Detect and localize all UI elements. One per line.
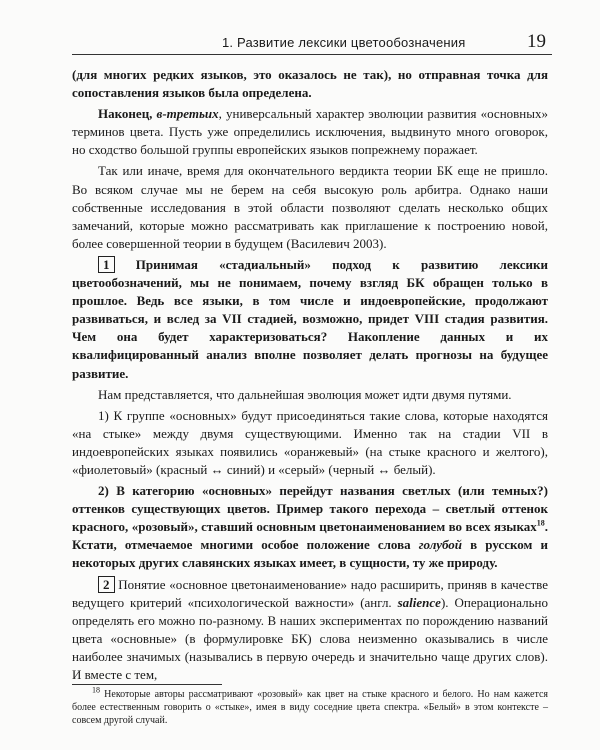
paragraph-point-1 — [72, 256, 548, 383]
body-text — [72, 66, 548, 687]
point-number-box: 1 — [98, 256, 115, 273]
paragraph-text: , универсальный характер эволюции развития «основных» терминов цвета. Пусть уже определились исключения, выдвинуто много оговорок, но сходство большой группы европейских языков попрежнему поражает. — [72, 106, 548, 158]
paragraph-verdict — [72, 162, 548, 252]
paragraph-text: Наконец, — [98, 106, 157, 122]
paragraph-path-2 — [72, 482, 548, 572]
paragraph-text: 2) В категорию «основных» перейдут названия светлых (или темных?) оттенков существующих цветов. Пример такого перехода – светлый оттенок красного, «розовый», ставший основным цветонаименованием во всех языках — [72, 483, 548, 535]
paragraph-point-2 — [72, 576, 548, 685]
paragraph-text: ). Операционально определять его можно по-разному. В наших экспериментах по порождению названий цвета «основные» (в формулировке БК) слова неизменно оказывались в числе наиболее значимых (назывались в первую очередь и значительно чаще других слов). И вместе с тем, — [72, 594, 548, 682]
paragraph-text: (для многих редких языков, это оказалось не так), но отправная точка для сопоставления языков была определена. — [72, 67, 548, 101]
point-number-box: 2 — [98, 576, 115, 593]
paragraph-continuation — [72, 66, 548, 102]
paragraph-text: Нам представляется, что дальнейшая эволюция может идти двумя путями. — [98, 386, 512, 402]
footnote-text: Некоторые авторы рассматривают «розовый» как цвет на стыке красного и белого. Но нам кажется более естественным говорить о «стыке», имея в виду соседние цвета спектра. «Белый» в этом контексте – совсем другой случай. — [72, 689, 548, 726]
footnote-marker: 18 — [536, 518, 545, 528]
paragraph-text: . Кстати, отмечаемое многими особое положение слова — [72, 519, 548, 553]
emphasis-text: голубой — [418, 537, 463, 553]
paragraph-text: Так или иначе, время для окончательного вердикта теории БК еще не пришло. Во всяком случае мы не берем на себя высокую роль арбитра. Однако наши собственные исследования в этой области позволяют сделать несколько общих замечаний, которые можно рассматривать как приглашение к построению новой, более совершенной теории в будущем (Василевич 2003). — [72, 163, 548, 251]
footnote-paragraph — [72, 685, 548, 727]
paragraph-text: Принимая «стадиальный» подход к развитию лексики цветообозначений, мы не понимаем, почему взгляд БК обращен только в прошлое. Ведь все языки, в том числе и индоевропейские, продолжают развиваться, и вслед за VII стадией, возможно, придет VIII стадия развития. Чем она будет характеризоваться? Накопление данных и их квалифицированный анализ вполне позволяет делать прогнозы на будущее развитие. — [72, 256, 548, 381]
emphasis-text: salience — [397, 594, 441, 610]
page-number: 19 — [527, 31, 546, 52]
running-head — [72, 30, 552, 55]
footnote — [72, 685, 548, 727]
emphasis-text: в-третьих — [156, 106, 219, 122]
paragraph-text: 1) К группе «основных» будут присоединяться такие слова, которые находятся «на стыке» между двумя существующими. Именно так на стадии VII в индоевропейских языках появились «оранжевый» (на стыке красного и желтого), «фиолетовый» (красный ↔ синий) и «серый» (черный ↔ белый). — [72, 407, 548, 477]
paragraph-text: в русском и некоторых других славянских языках имеет, в сущности, ту же природу. — [72, 537, 549, 571]
footnote-number: 18 — [92, 685, 100, 695]
paragraph-two-paths — [72, 386, 548, 404]
paragraph-third-point — [72, 105, 548, 159]
chapter-title: 1. Развитие лексики цветообозначения — [222, 35, 466, 50]
paragraph-text: Понятие «основное цветонаименование» надо расширить, приняв в качестве ведущего критерий «психологической важности» (англ. — [72, 576, 548, 610]
paragraph-path-1 — [72, 407, 548, 479]
